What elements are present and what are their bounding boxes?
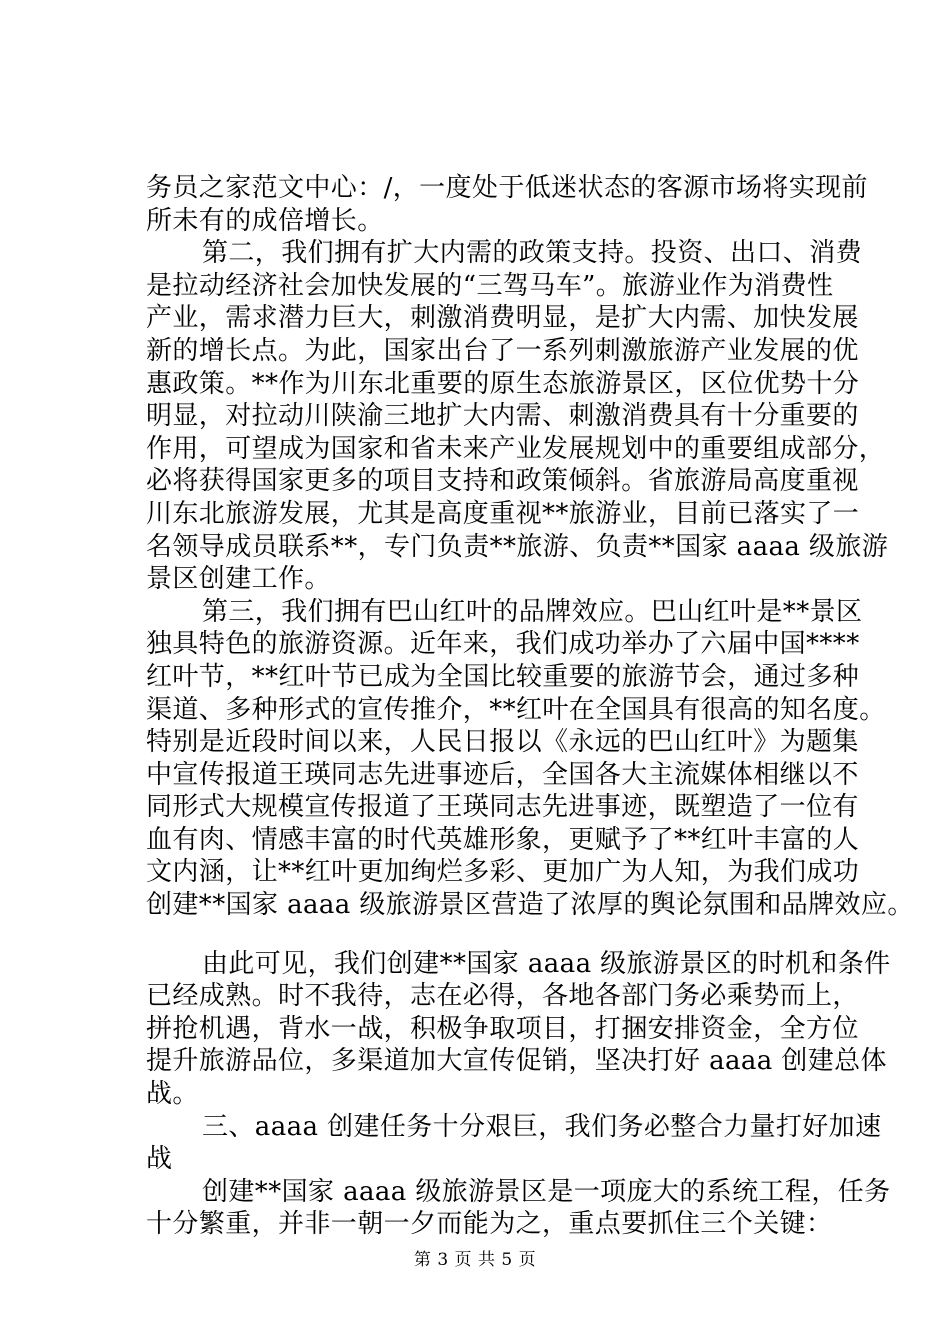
text-line: 新的增长点。为此，国家出台了一系列刺激旅游产业发展的优 [146,335,859,366]
text-line: 红叶节，**红叶节已成为全国比较重要的旅游节会，通过多种 [146,661,860,692]
text-line: 惠政策。**作为川东北重要的原生态旅游景区，区位优势十分 [146,368,860,399]
text-line: 名领导成员联系**，专门负责**旅游、负责**国家 aaaa 级旅游 [146,531,889,562]
page-footer: 第 3 页 共 5 页 [413,1250,537,1270]
text-line: 战。 [146,1079,199,1110]
text-line: 明显，对拉动川陕渝三地扩大内需、刺激消费具有十分重要的 [146,401,859,432]
text-line: 必将获得国家更多的项目支持和政策倾斜。省旅游局高度重视 [146,466,859,497]
text-line: 产业，需求潜力巨大，刺激消费明显，是扩大内需、加快发展 [146,303,859,334]
text-line: 文内涵，让**红叶更加绚烂多彩、更加广为人知，为我们成功 [146,857,860,888]
text-line: 景区创建工作。 [146,564,331,595]
text-line: 血有肉、情感丰富的时代英雄形象，更赋予了**红叶丰富的人 [146,824,860,855]
section-heading-cont: 战 [146,1144,173,1175]
paragraph-start: 第三，我们拥有巴山红叶的品牌效应。巴山红叶是**景区 [202,596,863,627]
text-line: 同形式大规模宣传报道了王瑛同志先进事迹，既塑造了一位有 [146,792,859,823]
paragraph-start: 创建**国家 aaaa 级旅游景区是一项庞大的系统工程，任务 [202,1176,891,1207]
body-text [146,172,914,1241]
section-heading: 三、aaaa 创建任务十分艰巨，我们务必整合力量打好加速 [202,1111,882,1142]
text-line: 是拉动经济社会加快发展的“三驾马车”。旅游业作为消费性 [146,270,834,301]
text-line: 十分繁重，并非一朝一夕而能为之，重点要抓住三个关键： [146,1209,833,1240]
text-line: 川东北旅游发展，尤其是高度重视**旅游业，目前已落实了一 [146,498,860,529]
text-line: 特别是近段时间以来，人民日报以《永远的巴山红叶》为题集 [146,727,859,758]
text-line: 已经成熟。时不我待，志在必得，各地各部门务必乘势而上， [146,981,859,1012]
text-line: 创建**国家 aaaa 级旅游景区营造了浓厚的舆论氛围和品牌效应。 [146,890,914,921]
text-line: 提升旅游品位，多渠道加大宣传促销，坚决打好 aaaa 创建总体 [146,1046,887,1077]
paragraph-gap [146,922,846,948]
paragraph-start: 第二，我们拥有扩大内需的政策支持。投资、出口、消费 [202,238,863,269]
paragraph-start: 由此可见，我们创建**国家 aaaa 级旅游景区的时机和条件 [202,948,891,979]
text-line: 拼抢机遇，背水一战，积极争取项目，打捆安排资金，全方位 [146,1013,859,1044]
text-line: 中宣传报道王瑛同志先进事迹后，全国各大主流媒体相继以不 [146,759,859,790]
text-line: 独具特色的旅游资源。近年来，我们成功举办了六届中国**** [146,629,860,660]
text-line: 务员之家范文中心：/，一度处于低迷状态的客源市场将实现前 [146,173,868,203]
text-line: 作用，可望成为国家和省未来产业发展规划中的重要组成部分， [146,433,886,464]
text-line: 所未有的成倍增长。 [146,205,384,236]
text-line: 渠道、多种形式的宣传推介，**红叶在全国具有很高的知名度。 [146,694,886,725]
